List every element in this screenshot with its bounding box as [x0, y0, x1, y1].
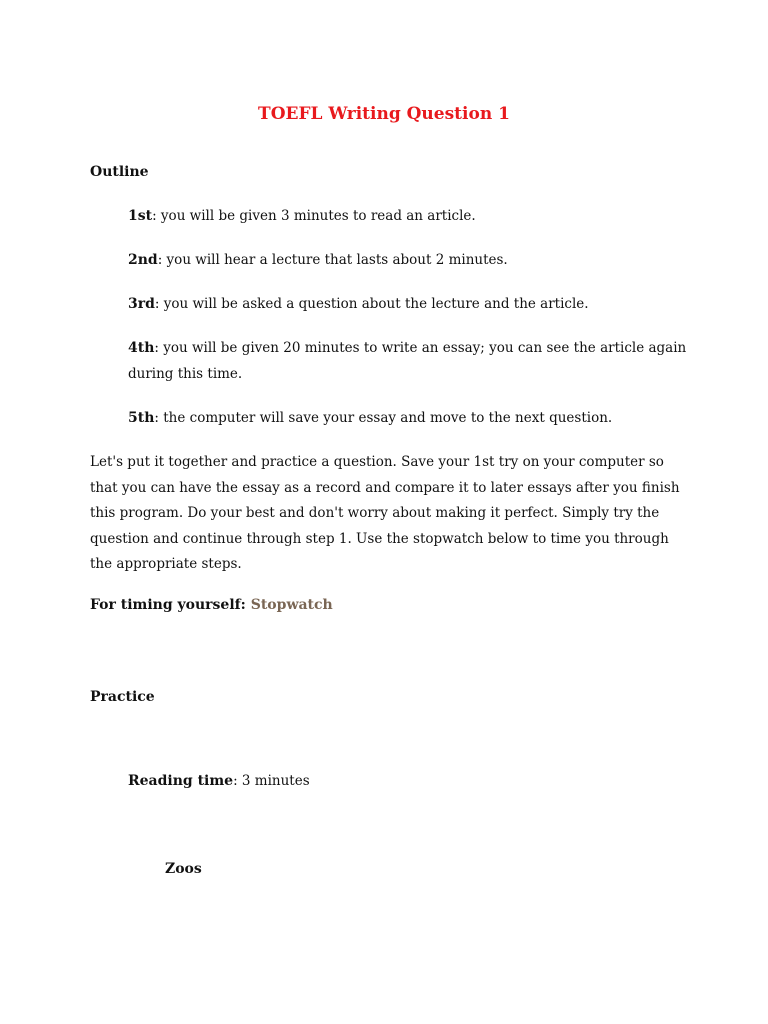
step-2-text: : you will hear a lecture that lasts about 2 minutes. — [157, 252, 508, 268]
step-1-label: 1st — [128, 208, 153, 224]
step-2-label: 2nd — [128, 252, 158, 268]
stopwatch-link[interactable]: Stopwatch — [250, 597, 333, 613]
intro-paragraph: Let's put it together and practice a question. Save your 1st try on your computer so that you can have the essay as a record and compare it to later essays after you finish this program. Do your best and don't worry about making it perfect. Simply try the question and continue through step 1. Use the stopwatch below to time you through the appropriate steps. — [90, 454, 680, 573]
step-4-text: : you will be given 20 minutes to write an essay; you can see the article again during this time. — [128, 340, 687, 382]
timing-label: For timing yourself: — [90, 597, 251, 613]
reading-time-value: : 3 minutes — [233, 773, 310, 789]
step-1 — [128, 203, 688, 229]
reading-time-line — [128, 773, 310, 789]
step-5-text: : the computer will save your essay and move to the next question. — [154, 410, 613, 426]
reading-time-label: Reading time — [128, 773, 234, 789]
step-1-text: : you will be given 3 minutes to read an article. — [152, 208, 476, 224]
step-3-text: : you will be asked a question about the lecture and the article. — [154, 296, 589, 312]
step-2 — [128, 247, 688, 273]
step-3-label: 3rd — [128, 296, 155, 312]
article-title: Zoos — [165, 861, 202, 877]
step-3 — [128, 291, 688, 317]
practice-heading: Practice — [90, 689, 155, 705]
timing-line — [90, 597, 333, 613]
step-4 — [128, 335, 688, 387]
step-5 — [128, 405, 688, 431]
document-title: TOEFL Writing Question 1 — [258, 104, 510, 124]
step-5-label: 5th — [128, 410, 155, 426]
step-4-label: 4th — [128, 340, 155, 356]
outline-heading: Outline — [90, 164, 149, 180]
